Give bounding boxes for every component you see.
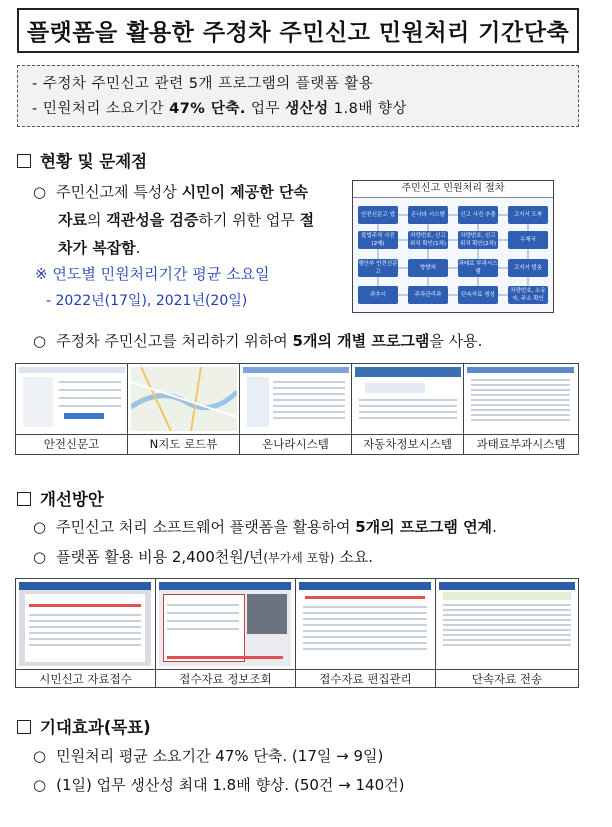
summary-text: 업무 (245, 101, 286, 117)
program-caption: 자동차정보시스템 (352, 434, 463, 453)
summary-bold: 47% 단축. (169, 101, 246, 117)
process-title: 주민신고 민원처리 절차 (353, 181, 553, 198)
text: 주민신고제 특성상 (56, 183, 182, 201)
effects-bullet-1 (33, 742, 383, 770)
process-node: 과태료 부과시스템 (458, 261, 498, 275)
square-bullet-icon (17, 492, 31, 506)
program-screenshot (19, 367, 125, 431)
improvement-bullet-2 (33, 543, 373, 572)
wrap-line (33, 206, 348, 234)
section-heading-text: 현황 및 문제점 (40, 152, 148, 171)
platform-screenshot (439, 582, 575, 666)
process-node: 신고 사진 추출 (458, 206, 498, 224)
stats-note: ※ 연도별 민원처리기간 평균 소요일 (35, 265, 270, 283)
summary-box (17, 65, 579, 127)
circle-bullet-icon: ○ (33, 518, 47, 536)
text: . (492, 518, 497, 536)
process-node: 주차관리과 (408, 286, 448, 304)
section-heading-text: 개선방안 (40, 490, 104, 509)
platform-screens-strip (15, 578, 579, 688)
process-node: 방향처 (408, 259, 448, 277)
program-screenshot (131, 367, 237, 431)
summary-line-1: - 주정차 주민신고 관련 5개 프로그램의 플랫폼 활용 (32, 76, 374, 92)
text: (1일) 업무 생산성 최대 1.8배 향상. (50건 → 140건) (56, 776, 405, 794)
section-heading-text: 기대효과(목표) (40, 718, 151, 737)
program-caption: 안전신문고 (16, 434, 127, 453)
summary-text: 1.8배 향상 (328, 101, 407, 117)
platform-screenshot (159, 582, 291, 666)
page-title: 플랫폼을 활용한 주정차 주민신고 민원처리 기간단축 (17, 8, 579, 53)
program-caption: N지도 로드뷰 (128, 434, 239, 453)
bold-text: 객관성을 검증 (106, 211, 199, 229)
program-screenshot (355, 367, 461, 431)
process-node: 차량번호, 신고 위치 확인(1차) (409, 233, 447, 247)
programs-strip (15, 363, 579, 455)
text: 의 (86, 211, 107, 229)
program-screenshot (243, 367, 349, 431)
text: 민원처리 평균 소요기간 47% 단축. (17일 → 9일) (56, 747, 384, 765)
process-node: 행안부 안전신문고 (358, 261, 398, 275)
process-node: 단속자료 생성 (458, 286, 498, 304)
section-heading-improvement (17, 486, 104, 510)
stats-note-detail: - 2022년(17일), 2021년(20일) (46, 293, 248, 309)
circle-bullet-icon: ○ (33, 747, 47, 765)
process-grid (353, 198, 553, 312)
bold-text: 차가 복잡함 (58, 239, 136, 257)
status-bullet-2 (33, 327, 482, 355)
process-node: 차량번호, 신고 위치 확인(2차) (459, 233, 497, 247)
screen-caption: 접수자료 편집관리 (296, 669, 435, 688)
bold-text: 절 (299, 211, 315, 229)
improvement-bullet-1 (33, 513, 497, 541)
process-node: 고지서 도착 (508, 206, 548, 224)
effects-bullet-2 (33, 771, 404, 799)
process-diagram (352, 180, 554, 313)
process-node: 과추시 (358, 286, 398, 304)
cost-value: 2,400천원/년 (171, 548, 264, 566)
map-thumbnail (131, 367, 237, 431)
cost-note: (부가세 포함) (263, 551, 335, 565)
program-caption: 온나라시스템 (240, 434, 351, 453)
text: 하기 위한 업무 (198, 211, 300, 229)
circle-bullet-icon: ○ (33, 332, 47, 350)
program-caption: 과태료부과시스템 (464, 434, 578, 453)
section-heading-status (17, 148, 147, 172)
summary-line-2 (32, 97, 578, 122)
screen-caption: 단속자료 전송 (436, 669, 578, 688)
bold-text: 시민이 제공한 단속 (181, 183, 308, 201)
process-node: 우체국 (508, 231, 548, 249)
text: 소요. (334, 548, 373, 566)
square-bullet-icon (17, 154, 31, 168)
circle-bullet-icon: ○ (33, 183, 47, 201)
bold-text: 5개의 개별 프로그램 (292, 332, 430, 350)
text: . (135, 239, 141, 257)
section-heading-effects (17, 714, 151, 738)
square-bullet-icon (17, 720, 31, 734)
status-bullet-1 (33, 178, 348, 262)
screen-caption: 시민신고 자료접수 (16, 669, 155, 688)
process-node: 고지서 발송 (508, 259, 548, 277)
summary-bold: 생산성 (285, 101, 329, 117)
wrap-line (33, 234, 348, 262)
circle-bullet-icon: ○ (33, 776, 47, 794)
bold-text: 자료 (58, 211, 87, 229)
program-screenshot (467, 367, 574, 431)
text: 주민신고 처리 소프트웨어 플랫폼을 활용하여 (56, 518, 356, 536)
circle-bullet-icon: ○ (33, 548, 47, 566)
process-node: 온나라 시스템 (408, 206, 448, 224)
platform-screenshot (19, 582, 151, 666)
summary-text: - 민원처리 소요기간 (32, 101, 170, 117)
text: 주정차 주민신고를 처리하기 위하여 (56, 332, 293, 350)
text: 플랫폼 활용 비용 (56, 548, 172, 566)
bold-text: 5개의 프로그램 연계 (355, 518, 493, 536)
platform-screenshot (299, 582, 431, 666)
text: 을 사용. (429, 332, 483, 350)
process-node: 차량번호, 소유자, 주소 확인 (508, 286, 548, 304)
screen-caption: 접수자료 정보조회 (156, 669, 295, 688)
process-node: 불법주차 사진 (2매) (358, 231, 398, 249)
process-node: 안전신문고 앱 (358, 206, 398, 224)
